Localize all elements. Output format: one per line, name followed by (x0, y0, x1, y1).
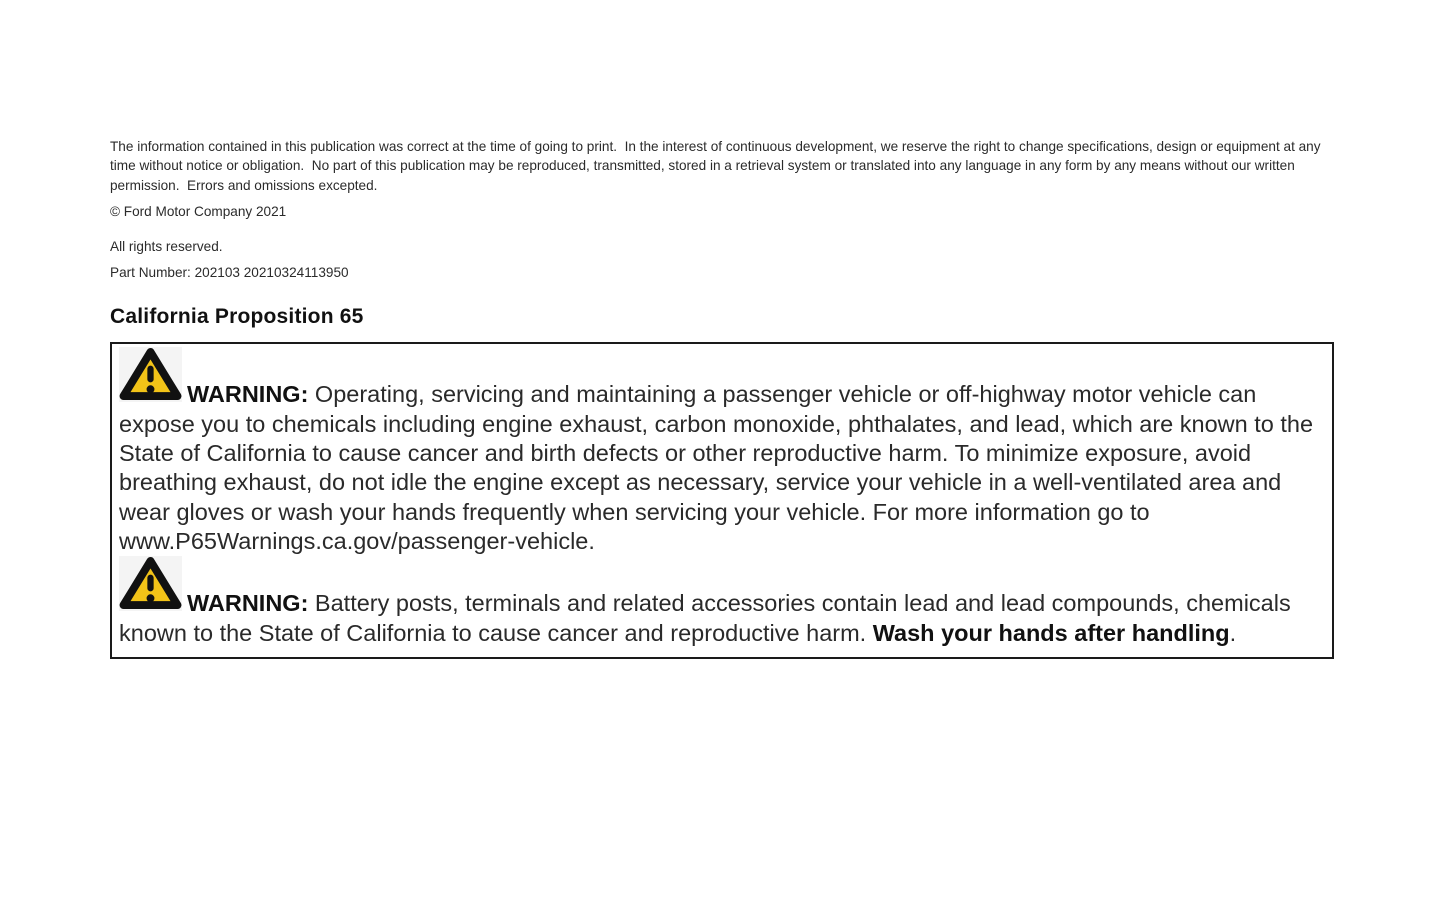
warning-suffix-period: . (1229, 619, 1237, 646)
document-page (110, 137, 1336, 659)
warning-triangle-icon (119, 347, 182, 402)
proposition-65-warning-box (110, 342, 1334, 658)
section-heading-california-proposition-65: California Proposition 65 (110, 305, 364, 329)
warning-paragraph-battery-lead (119, 556, 1324, 648)
warning-label: WARNING: (187, 590, 309, 617)
rights-reserved-line: All rights reserved. (110, 238, 223, 254)
disclaimer-text: The information contained in this publication was correct at the time of going to print. In the interest of continuous development, we reserve the right to change specifications, design or equipment at any time without notice or obligation. No part of this publication may be reproduced, transmitted, stored in a retrieval system or translated into any language in any form by any means without our written permission. Errors and omissions excepted. (110, 139, 1325, 193)
copyright-line: © Ford Motor Company 2021 (110, 204, 287, 220)
part-number-line: Part Number: 202103 20210324113950 (110, 265, 349, 281)
warning-text: Operating, servicing and maintaining a passenger vehicle or off-highway motor vehicle can expose you to chemicals including engine exhaust, carbon monoxide, phthalates, and lead, which are known to the State of California to cause cancer and birth defects or other reproductive harm. To minimize exposure, avoid breathing exhaust, do not idle the engine except as necessary, service your vehicle in a well-ventilated area and wear gloves or wash your hands frequently when servicing your vehicle. For more information go to www.P65Warnings.ca.gov/passenger-vehicle. (119, 381, 1314, 554)
warning-text: Battery posts, terminals and related accessories contain lead and lead compounds, chemicals known to the State of California to cause cancer and reproductive harm. (119, 590, 1291, 646)
warning-paragraph-vehicle-exhaust (119, 347, 1324, 556)
warning-bold-suffix: Wash your hands after handling (872, 619, 1230, 646)
warning-label: WARNING: (187, 381, 309, 408)
warning-triangle-icon (119, 556, 182, 611)
